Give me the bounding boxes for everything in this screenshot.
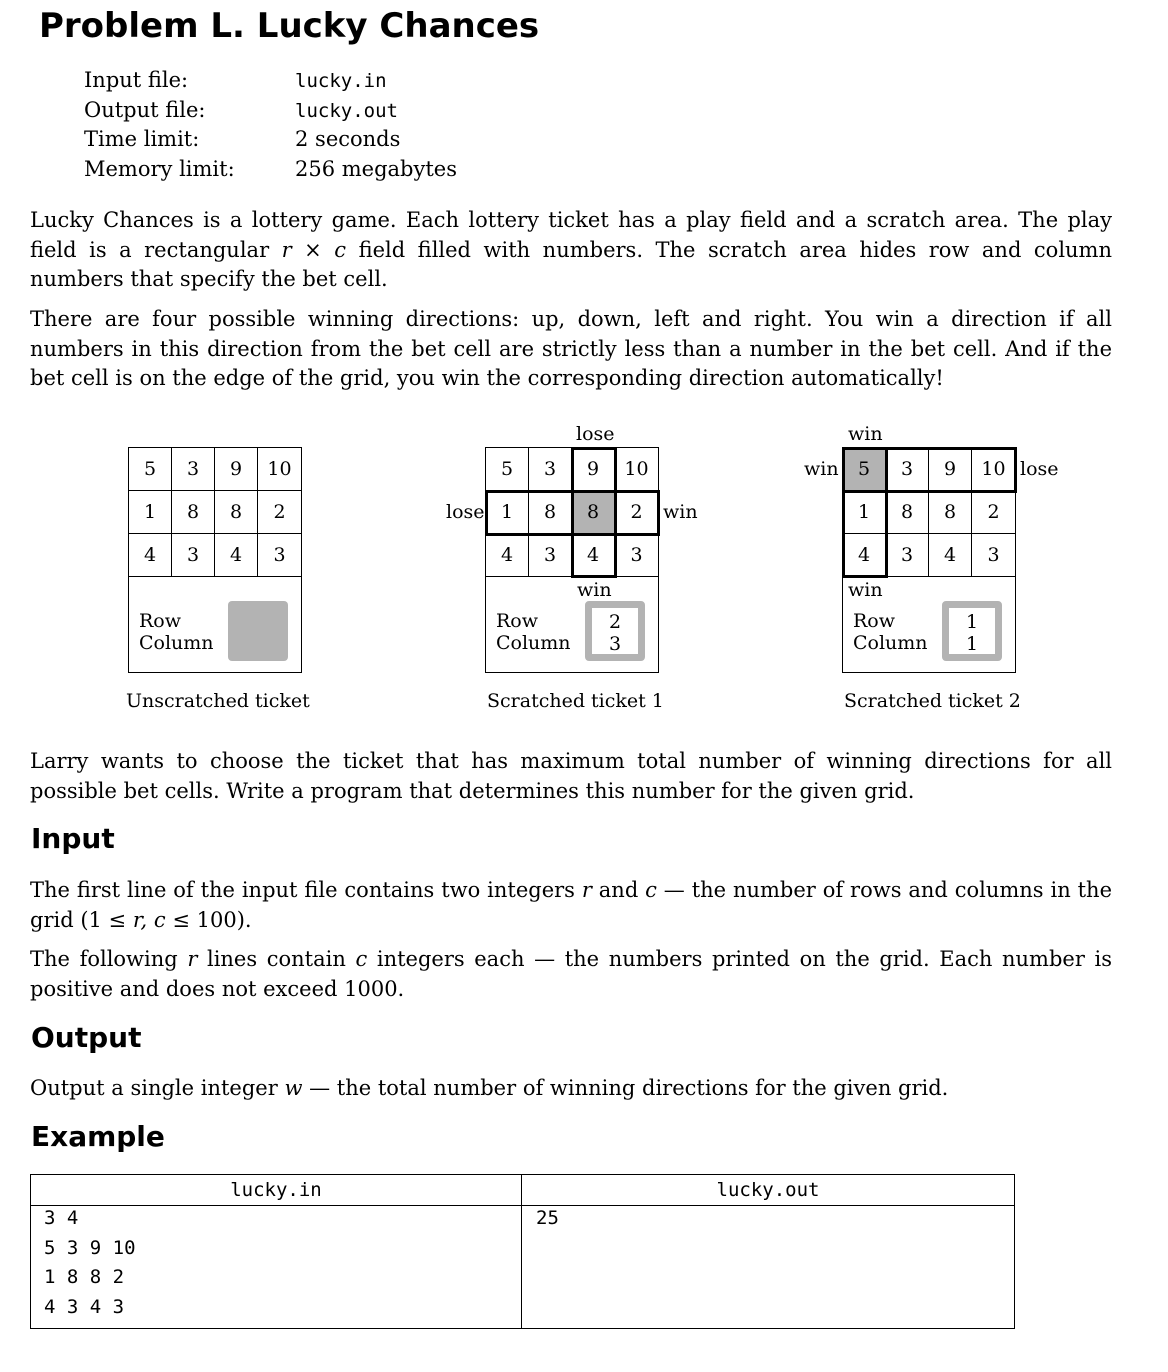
example-input-line: 5 3 9 10 xyxy=(44,1237,136,1259)
example-heading: Example xyxy=(31,1120,165,1153)
row-label: Row xyxy=(139,610,182,632)
example-table xyxy=(30,1174,1015,1329)
output-file-value: lucky.out xyxy=(295,100,398,122)
ticket-body xyxy=(842,447,1016,673)
grid-cell: 1 xyxy=(486,491,529,534)
problem-title: Problem L. Lucky Chances xyxy=(39,6,540,46)
grid-cell: 9 xyxy=(929,448,972,491)
example-output-header: lucky.out xyxy=(716,1179,820,1201)
column-label: Column xyxy=(139,632,214,654)
grid-cell: 8 xyxy=(215,491,258,534)
grid-cell: 3 xyxy=(972,534,1015,577)
grid-cell: 3 xyxy=(529,534,572,577)
row-label: Row xyxy=(853,610,896,632)
revealed-row: 1 xyxy=(965,611,979,633)
direction-up-label: lose xyxy=(576,423,615,445)
grid-cell: 3 xyxy=(886,534,929,577)
grid-cell: 3 xyxy=(529,448,572,491)
caption-ticket-1: Scratched ticket 1 xyxy=(487,690,664,712)
direction-down-label: win xyxy=(848,579,883,601)
grid-cell: 9 xyxy=(572,448,615,491)
grid-cell: 5 xyxy=(129,448,172,491)
column-label: Column xyxy=(496,632,571,654)
row-highlight xyxy=(485,490,660,536)
unscratched-ticket xyxy=(128,447,302,673)
output-paragraph: Output a single integer w — the total number of winning directions for the given grid. xyxy=(30,1076,949,1100)
bet-cell: 8 xyxy=(572,491,615,534)
example-input-line: 1 8 8 2 xyxy=(44,1266,125,1288)
scratch-labels xyxy=(496,610,571,654)
scratch-labels xyxy=(139,610,214,654)
revealed-column: 3 xyxy=(608,633,622,655)
row-label: Row xyxy=(496,610,539,632)
task-paragraph: Larry wants to choose the ticket that has maximum total number of winning directions for all possible bet cells. Write a program that determines this number for the given grid. xyxy=(30,749,1112,803)
direction-left-label: win xyxy=(804,458,839,480)
grid-cell: 10 xyxy=(972,448,1015,491)
grid-cell: 9 xyxy=(215,448,258,491)
grid-cell: 3 xyxy=(172,534,215,577)
bet-cell: 5 xyxy=(843,448,886,491)
grid-cell: 8 xyxy=(929,491,972,534)
grid-cell: 1 xyxy=(129,491,172,534)
scratch-labels xyxy=(853,610,928,654)
grid-cell: 4 xyxy=(129,534,172,577)
ticket-body xyxy=(128,447,302,673)
input-heading: Input xyxy=(31,822,115,855)
caption-ticket-2: Scratched ticket 2 xyxy=(844,690,1021,712)
caption-unscratched: Unscratched ticket xyxy=(126,690,310,712)
intro-paragraph-1: Lucky Chances is a lottery game. Each lottery ticket has a play field and a scratch area. The play field is a rectangular r × c field filled with numbers. The scratch area hides row and column numbers that specify the bet cell. xyxy=(30,208,1112,291)
scratched-ticket-2 xyxy=(842,447,1016,673)
direction-up-label: win xyxy=(848,423,883,445)
grid-cell: 4 xyxy=(929,534,972,577)
scratch-area xyxy=(228,601,288,661)
memory-limit-value: 256 megabytes xyxy=(295,157,458,181)
scratched-area xyxy=(942,601,1002,661)
time-limit-label: Time limit: xyxy=(84,127,200,151)
ticket-body xyxy=(485,447,659,673)
direction-right-label: lose xyxy=(1020,458,1059,480)
grid-cell: 8 xyxy=(529,491,572,534)
time-limit-value: 2 seconds xyxy=(295,127,401,151)
grid-cell: 8 xyxy=(172,491,215,534)
grid-cell: 4 xyxy=(843,534,886,577)
example-output-line: 25 xyxy=(536,1207,559,1229)
grid-cell: 3 xyxy=(615,534,658,577)
example-input-line: 4 3 4 3 xyxy=(44,1296,125,1318)
scratched-ticket-1 xyxy=(485,447,659,673)
grid-cell: 3 xyxy=(172,448,215,491)
grid-cell: 4 xyxy=(486,534,529,577)
example-input-header: lucky.in xyxy=(230,1179,322,1201)
grid-cell: 2 xyxy=(615,491,658,534)
output-file-label: Output file: xyxy=(84,98,206,122)
grid-cell: 10 xyxy=(615,448,658,491)
grid-cell: 3 xyxy=(258,534,301,577)
header-divider xyxy=(31,1205,1014,1206)
grid-cell: 10 xyxy=(258,448,301,491)
grid-cell: 8 xyxy=(886,491,929,534)
memory-limit-label: Memory limit: xyxy=(84,157,235,181)
example-input-line: 3 4 xyxy=(44,1207,79,1229)
input-file-label: Input file: xyxy=(84,68,189,92)
revealed-row: 2 xyxy=(608,611,622,633)
grid-cell: 2 xyxy=(972,491,1015,534)
input-file-value: lucky.in xyxy=(295,70,387,92)
direction-left-label: lose xyxy=(446,501,485,523)
direction-right-label: win xyxy=(663,501,698,523)
grid-cell: 4 xyxy=(215,534,258,577)
grid-cell: 5 xyxy=(486,448,529,491)
grid-cell: 4 xyxy=(572,534,615,577)
column-highlight xyxy=(842,447,888,578)
input-paragraph-2: The following r lines contain c integers each — the numbers printed on the grid. Each number is positive and does not exceed 1000. xyxy=(30,947,1112,1001)
scratched-area xyxy=(585,601,645,661)
input-paragraph-1: The first line of the input file contains two integers r and c — the number of rows and columns in the grid (1 ≤ r, c ≤ 100). xyxy=(30,878,1112,932)
direction-down-label: win xyxy=(577,579,612,601)
grid-cell: 2 xyxy=(258,491,301,534)
column-label: Column xyxy=(853,632,928,654)
output-heading: Output xyxy=(31,1021,142,1054)
grid-cell: 1 xyxy=(843,491,886,534)
revealed-column: 1 xyxy=(965,633,979,655)
intro-paragraph-2: There are four possible winning directions: up, down, left and right. You win a direction if all numbers in this direction from the bet cell are strictly less than a number in the bet cell. And if the bet cell is on the edge of the grid, you win the corresponding direction automatically! xyxy=(30,307,1112,390)
grid-cell: 3 xyxy=(886,448,929,491)
